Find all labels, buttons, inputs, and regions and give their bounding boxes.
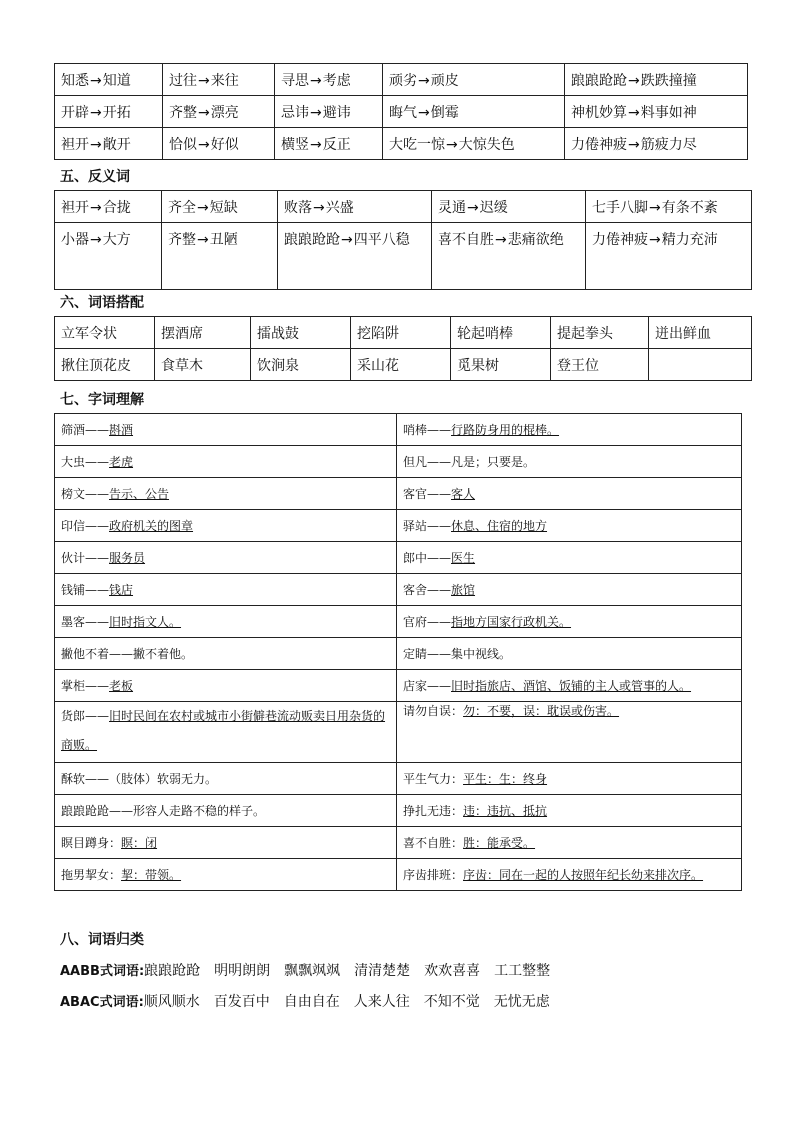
word-pair-cell xyxy=(55,96,163,128)
word: 神机妙算 xyxy=(571,104,627,121)
word-pair-cell xyxy=(586,191,752,223)
phrase-cell: 摆酒席 xyxy=(155,317,251,349)
separator: —— xyxy=(109,647,134,661)
separator: ： xyxy=(109,836,122,850)
arrow: → xyxy=(90,104,102,121)
antonym-heading: 五、反义词 xyxy=(60,169,130,185)
separator: ： xyxy=(451,868,464,882)
phrase-cell: 擂战鼓 xyxy=(251,317,351,349)
paired-word: 大惊失色 xyxy=(458,136,515,153)
understanding-table-body xyxy=(55,414,742,891)
table-row xyxy=(55,414,742,446)
meaning: 形容人走路不稳的样子。 xyxy=(133,804,266,818)
synonym-table xyxy=(54,63,748,160)
arrow: → xyxy=(310,72,322,89)
separator: —— xyxy=(427,423,452,437)
synonym-table-body xyxy=(55,64,748,160)
table-row xyxy=(55,827,742,859)
word-pair-cell xyxy=(383,96,565,128)
separator: ： xyxy=(451,704,464,718)
phrase-cell: 轮起哨棒 xyxy=(451,317,551,349)
understanding-table xyxy=(54,413,742,891)
abac-word: 不知不觉 xyxy=(423,994,480,1010)
meaning: 撇不着他。 xyxy=(133,647,194,661)
term: 定睛 xyxy=(403,647,428,661)
word-pair-cell xyxy=(55,191,162,223)
word-pair-cell xyxy=(565,64,748,96)
meaning: 旧时指文人。 xyxy=(109,615,182,629)
arrow: → xyxy=(197,232,209,248)
word-pair-cell xyxy=(565,96,748,128)
arrow: → xyxy=(628,72,640,89)
word: 七手八脚 xyxy=(592,199,648,216)
paired-word: 避讳 xyxy=(322,104,351,121)
meaning: 勿：不要，误：耽误或伤害。 xyxy=(463,704,620,718)
definition-cell xyxy=(397,478,742,510)
arrow: → xyxy=(467,199,479,216)
definition-cell xyxy=(397,670,742,702)
meaning: 客人 xyxy=(451,487,476,501)
paired-word: 合拢 xyxy=(102,199,131,216)
word: 力倦神疲 xyxy=(592,232,648,248)
separator: —— xyxy=(85,487,110,501)
meaning: 指地方国家行政机关。 xyxy=(451,615,572,629)
word: 喜不自胜 xyxy=(438,232,494,248)
aabb-word: 踉踉跄跄 xyxy=(144,963,201,979)
paired-word: 知道 xyxy=(102,72,131,89)
term: 但凡 xyxy=(403,455,428,469)
paired-word: 悲痛欲绝 xyxy=(507,232,564,248)
separator: —— xyxy=(85,423,110,437)
abac-word: 顺风顺水 xyxy=(143,994,200,1010)
paired-word: 迟缓 xyxy=(479,199,508,216)
definition-cell xyxy=(397,574,742,606)
abac-label: ABAC式词语: xyxy=(60,995,144,1010)
meaning: 政府机关的图章 xyxy=(109,519,194,533)
term: 榜文 xyxy=(61,487,86,501)
definition-cell xyxy=(55,795,397,827)
table-row xyxy=(55,795,742,827)
definition-cell xyxy=(55,827,397,859)
arrow: → xyxy=(628,136,640,153)
term: 印信 xyxy=(61,519,86,533)
antonym-table xyxy=(54,190,752,290)
definition-cell xyxy=(55,638,397,670)
word: 力倦神疲 xyxy=(571,136,627,153)
paired-word: 筋疲力尽 xyxy=(640,136,697,153)
paired-word: 考虑 xyxy=(322,72,351,89)
meaning: 瞑：闭 xyxy=(121,836,158,850)
separator: —— xyxy=(427,455,452,469)
term: 哨棒 xyxy=(403,423,428,437)
word: 开辟 xyxy=(61,104,89,121)
arrow: → xyxy=(90,136,102,153)
classification-heading: 八、词语归类 xyxy=(60,932,144,948)
word-pair-cell xyxy=(163,128,275,160)
meaning: 老虎 xyxy=(109,455,134,469)
definition-cell xyxy=(55,859,397,891)
definition-cell xyxy=(397,510,742,542)
definition-cell xyxy=(397,795,742,827)
word: 齐整 xyxy=(168,232,196,248)
word: 齐全 xyxy=(168,199,196,216)
meaning: 老板 xyxy=(109,679,134,693)
phrase-cell: 觅果树 xyxy=(451,349,551,381)
paired-word: 大方 xyxy=(102,232,131,248)
word-pair-cell xyxy=(432,191,586,223)
phrase-cell: 登王位 xyxy=(551,349,649,381)
separator: —— xyxy=(427,615,452,629)
word-pair-cell xyxy=(55,64,163,96)
arrow: → xyxy=(197,199,209,216)
paired-word: 料事如神 xyxy=(640,104,697,121)
term: 官府 xyxy=(403,615,428,629)
word: 灵通 xyxy=(438,199,466,216)
arrow: → xyxy=(446,136,458,153)
separator: ： xyxy=(451,772,464,786)
separator: —— xyxy=(85,679,110,693)
aabb-word: 欢欢喜喜 xyxy=(424,963,481,979)
paired-word: 四平八稳 xyxy=(353,232,410,248)
abac-word: 人来人往 xyxy=(353,994,410,1010)
definition-cell xyxy=(55,414,397,446)
abac-word: 百发百中 xyxy=(213,994,270,1010)
word-pair-cell xyxy=(163,64,275,96)
separator: —— xyxy=(109,804,134,818)
word-pair-cell xyxy=(278,223,432,290)
term: 踉踉跄跄 xyxy=(61,804,110,818)
paired-word: 兴盛 xyxy=(325,199,354,216)
definition-cell xyxy=(55,670,397,702)
definition-cell xyxy=(55,478,397,510)
word: 齐整 xyxy=(169,104,197,121)
term: 墨客 xyxy=(61,615,86,629)
word: 踉踉跄跄 xyxy=(571,72,627,89)
word: 恰似 xyxy=(169,136,197,153)
separator: —— xyxy=(85,583,110,597)
separator: —— xyxy=(85,772,110,786)
term: 掌柜 xyxy=(61,679,86,693)
paired-word: 短缺 xyxy=(209,199,238,216)
definition-cell xyxy=(397,542,742,574)
word-pair-cell xyxy=(383,64,565,96)
aabb-word: 飘飘飒飒 xyxy=(284,963,341,979)
term: 挣扎无违 xyxy=(403,804,452,818)
abac-word: 无忧无虑 xyxy=(493,994,550,1010)
arrow: → xyxy=(649,232,661,248)
table-row xyxy=(55,606,742,638)
definition-cell xyxy=(55,510,397,542)
meaning: （肢体）软弱无力。 xyxy=(109,772,218,786)
term: 郎中 xyxy=(403,551,428,565)
term: 瞑目蹲身 xyxy=(61,836,110,850)
separator: —— xyxy=(427,583,452,597)
table-row xyxy=(55,478,742,510)
arrow: → xyxy=(198,136,210,153)
paired-word: 漂亮 xyxy=(210,104,239,121)
definition-cell xyxy=(55,702,397,763)
term: 筛酒 xyxy=(61,423,86,437)
term: 序齿排班 xyxy=(403,868,452,882)
abac-words xyxy=(144,994,564,1010)
table-row xyxy=(55,542,742,574)
table-row xyxy=(55,191,752,223)
phrase-cell: 采山花 xyxy=(351,349,451,381)
meaning: 行路防身用的棍棒。 xyxy=(451,423,560,437)
separator: —— xyxy=(85,709,110,723)
abac-line xyxy=(60,991,564,1011)
word: 知悉 xyxy=(61,72,89,89)
table-row xyxy=(55,128,748,160)
term: 大虫 xyxy=(61,455,86,469)
arrow: → xyxy=(418,104,430,121)
definition-cell xyxy=(55,542,397,574)
table-row xyxy=(55,702,742,763)
word: 晦气 xyxy=(389,104,417,121)
separator: —— xyxy=(427,647,452,661)
phrase-cell: 食草木 xyxy=(155,349,251,381)
separator: —— xyxy=(427,487,452,501)
phrase-cell: 挖陷阱 xyxy=(351,317,451,349)
word: 横竖 xyxy=(281,136,309,153)
word: 大吃一惊 xyxy=(389,136,445,153)
definition-cell xyxy=(55,606,397,638)
word: 顽劣 xyxy=(389,72,417,89)
separator: —— xyxy=(427,551,452,565)
definition-cell xyxy=(397,702,742,763)
meaning: 平生：生：终身 xyxy=(463,772,548,786)
table-row xyxy=(55,859,742,891)
arrow: → xyxy=(628,104,640,121)
word-pair-cell xyxy=(55,128,163,160)
table-row xyxy=(55,317,752,349)
term: 货郎 xyxy=(61,709,86,723)
paired-word: 丑陋 xyxy=(209,232,238,248)
term: 请勿自误 xyxy=(403,704,452,718)
word-pair-cell xyxy=(278,191,432,223)
table-row xyxy=(55,763,742,795)
word: 袒开 xyxy=(61,199,89,216)
paired-word: 反正 xyxy=(322,136,351,153)
word-pair-cell xyxy=(586,223,752,290)
meaning: 斟酒 xyxy=(109,423,134,437)
word-pair-cell xyxy=(275,64,383,96)
paired-word: 来往 xyxy=(210,72,239,89)
table-row xyxy=(55,96,748,128)
meaning: 旅馆 xyxy=(451,583,476,597)
table-row xyxy=(55,574,742,606)
word: 败落 xyxy=(284,199,312,216)
definition-cell xyxy=(55,763,397,795)
separator: —— xyxy=(427,679,452,693)
definition-cell xyxy=(397,606,742,638)
arrow: → xyxy=(90,232,102,248)
word: 过往 xyxy=(169,72,197,89)
phrase-cell: 饮涧泉 xyxy=(251,349,351,381)
term: 驿站 xyxy=(403,519,428,533)
definition-cell xyxy=(397,414,742,446)
definition-cell xyxy=(397,446,742,478)
phrase-cell: 提起拳头 xyxy=(551,317,649,349)
arrow: → xyxy=(341,232,353,248)
separator: —— xyxy=(85,551,110,565)
aabb-word: 明明朗朗 xyxy=(214,963,271,979)
word-pair-cell xyxy=(383,128,565,160)
arrow: → xyxy=(310,136,322,153)
term: 平生气力 xyxy=(403,772,452,786)
definition-cell xyxy=(397,638,742,670)
arrow: → xyxy=(198,104,210,121)
definition-cell xyxy=(397,827,742,859)
collocation-table xyxy=(54,316,752,381)
meaning: 集中视线。 xyxy=(451,647,512,661)
word: 踉踉跄跄 xyxy=(284,232,340,248)
word-pair-cell xyxy=(162,223,278,290)
word-pair-cell xyxy=(275,128,383,160)
term: 拖男挈女 xyxy=(61,868,110,882)
phrase-cell: 迸出鲜血 xyxy=(649,317,752,349)
word-pair-cell xyxy=(163,96,275,128)
paired-word: 顽皮 xyxy=(430,72,459,89)
paired-word: 跌跌撞撞 xyxy=(640,72,697,89)
aabb-word: 清清楚楚 xyxy=(354,963,411,979)
understanding-heading: 七、字词理解 xyxy=(60,392,144,408)
aabb-words xyxy=(144,963,564,979)
meaning: 违：违抗、抵抗 xyxy=(463,804,548,818)
separator: ： xyxy=(451,804,464,818)
arrow: → xyxy=(649,199,661,216)
word-pair-cell xyxy=(55,223,162,290)
table-row xyxy=(55,349,752,381)
meaning: 告示、公告 xyxy=(109,487,170,501)
arrow: → xyxy=(198,72,210,89)
term: 酥软 xyxy=(61,772,86,786)
table-row xyxy=(55,223,752,290)
word: 忌讳 xyxy=(281,104,309,121)
abac-word: 自由自在 xyxy=(283,994,340,1010)
collocation-table-body xyxy=(55,317,752,381)
definition-cell xyxy=(397,763,742,795)
meaning: 钱店 xyxy=(109,583,134,597)
table-row xyxy=(55,510,742,542)
term: 伙计 xyxy=(61,551,86,565)
arrow: → xyxy=(313,199,325,216)
term: 撇他不着 xyxy=(61,647,110,661)
table-row xyxy=(55,64,748,96)
separator: —— xyxy=(85,519,110,533)
word-pair-cell xyxy=(565,128,748,160)
collocation-heading: 六、词语搭配 xyxy=(60,295,144,311)
table-row xyxy=(55,670,742,702)
word: 袒开 xyxy=(61,136,89,153)
separator: ： xyxy=(451,836,464,850)
phrase-cell xyxy=(649,349,752,381)
term: 客舍 xyxy=(403,583,428,597)
paired-word: 有条不紊 xyxy=(661,199,718,216)
arrow: → xyxy=(495,232,507,248)
meaning: 旧时指旅店、酒馆、饭铺的主人或管事的人。 xyxy=(451,679,692,693)
separator: —— xyxy=(427,519,452,533)
term: 客官 xyxy=(403,487,428,501)
separator: ： xyxy=(109,868,122,882)
word: 寻思 xyxy=(281,72,309,89)
phrase-cell: 立军令状 xyxy=(55,317,155,349)
meaning: 服务员 xyxy=(109,551,146,565)
definition-cell xyxy=(397,859,742,891)
paired-word: 敞开 xyxy=(102,136,131,153)
term: 喜不自胜 xyxy=(403,836,452,850)
paired-word: 好似 xyxy=(210,136,239,153)
word-pair-cell xyxy=(162,191,278,223)
arrow: → xyxy=(90,72,102,89)
meaning: 旧时民间在农村或城市小街僻巷流动贩卖日用杂货的商贩。 xyxy=(61,709,386,752)
phrase-cell: 揪住顶花皮 xyxy=(55,349,155,381)
definition-cell xyxy=(55,574,397,606)
arrow: → xyxy=(418,72,430,89)
meaning: 序齿：同在一起的人按照年纪长幼来排次序。 xyxy=(463,868,704,882)
arrow: → xyxy=(310,104,322,121)
paired-word: 精力充沛 xyxy=(661,232,718,248)
aabb-label: AABB式词语: xyxy=(60,964,145,979)
paired-word: 开拓 xyxy=(102,104,131,121)
separator: —— xyxy=(85,455,110,469)
table-row xyxy=(55,638,742,670)
meaning: 休息、住宿的地方 xyxy=(451,519,548,533)
word-pair-cell xyxy=(275,96,383,128)
table-row xyxy=(55,446,742,478)
separator: —— xyxy=(85,615,110,629)
word-pair-cell xyxy=(432,223,586,290)
aabb-word: 工工整整 xyxy=(494,963,551,979)
term: 钱铺 xyxy=(61,583,86,597)
definition-cell xyxy=(55,446,397,478)
meaning: 凡是；只要是。 xyxy=(451,455,536,469)
paired-word: 倒霉 xyxy=(430,104,459,121)
meaning: 医生 xyxy=(451,551,476,565)
arrow: → xyxy=(90,199,102,216)
word: 小器 xyxy=(61,232,89,248)
antonym-table-body xyxy=(55,191,752,290)
term: 店家 xyxy=(403,679,428,693)
aabb-line xyxy=(60,960,564,980)
meaning: 胜：能承受。 xyxy=(463,836,536,850)
meaning: 挈：带领。 xyxy=(121,868,182,882)
